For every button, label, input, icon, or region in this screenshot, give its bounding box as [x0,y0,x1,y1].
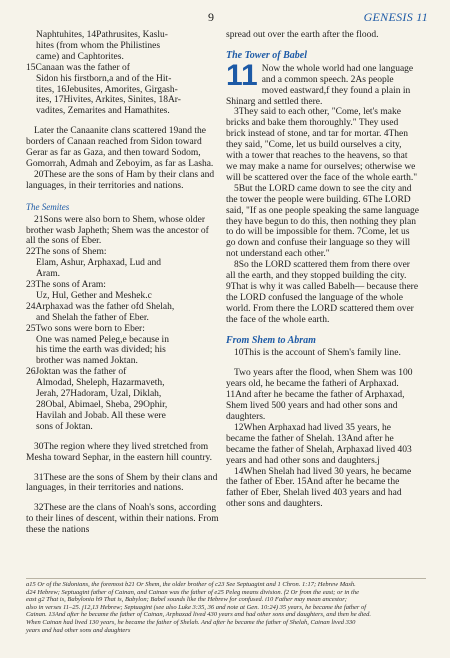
paragraph: 10This is the account of Shem's family line. [234,348,401,359]
verse-line: sons of Joktan. [36,421,93,432]
verse-line: Aram. [36,269,61,280]
verse-line: 26Joktan was the father of [26,367,127,378]
verse-line: Elam, Ashur, Arphaxad, Lud and [36,258,161,269]
verse-line: came) and Caphtorites. [36,51,124,62]
chapter-number: 11 [226,58,258,92]
paragraph: 8So the LORD scattered them from there over all the earth, and they stopped building the city. 9That is why it was called Babelh— because there the LORD confused the language of the whole world. From there the LORD scattered them over the face of the whole earth. [226,260,419,325]
verse-line: brother was named Joktan. [36,356,138,367]
paragraph: 20These are the sons of Ham by their clans and languages, in their territories and nations. [26,169,215,191]
footnote-line: Cainan. 13And after he became the father of Cainan, Arphaxad lived 430 years and had other sons and daughters, and then he died. [26,611,372,619]
verse-line: 23The sons of Aram: [26,280,106,291]
verse-line: Almodad, Sheleph, Hazarmaveth, [36,378,165,389]
left-column [26,30,220,536]
verse-line: vadites, Zemarites and Hamathites. [36,106,170,117]
section-heading: The Tower of Babel [226,49,308,61]
verse-line: tites, 16Jebusites, Amorites, Girgash- [36,84,178,95]
paragraph: 32These are the clans of Noah's sons, according to their lines of descent, within their nations. From these the nations [26,503,219,536]
footnote-line: When Cainan had lived 130 years, he became the father of Shelah. And after he became the father of Shelah, Cainan lived 330 [26,618,356,626]
verse-line: Sidon his firstborn,a and of the Hit- [36,73,172,84]
section-heading: The Semites [26,201,70,212]
verse-line: 25Two sons were born to Eber: [26,323,145,334]
verse-line: hites (from whom the Philistines [36,40,161,51]
verse-line: 24Arphaxad was the father ofd Shelah, [26,301,175,312]
verse-line: and Shelah the father of Eber. [36,312,149,323]
verse-line: 28Obal, Abimael, Sheba, 29Ophir, [36,400,168,410]
footnotes [26,578,426,634]
page-number: 9 [208,10,214,24]
paragraph: 14When Shelah had lived 30 years, he became the father of Eber. 15And after he became the father of Eber, Shelah lived 403 years and had other sons and daughters. [226,466,412,510]
verse-line: ites, 17Hivites, Arkites, Sinites, 18Ar- [36,95,181,106]
right-column [226,30,420,510]
paragraph: spread out over the earth after the flood. [226,30,379,40]
paragraph: 21Sons were also born to Shem, whose older brother wasb Japheth; Shem was the ancestor of all the sons of Eber. [26,214,209,247]
paragraph: Now the whole world had one language and a common speech. 2As people moved eastward,f they found a plain in Shinarg and settled there. [226,63,414,107]
chapter-block [226,58,420,108]
verse-line: Uz, Hul, Gether and Meshek.c [36,290,152,301]
paragraph: 12When Arphaxad had lived 35 years, he became the father of Shelah. 13And after he became the father of Shelah, Arphaxad lived 403 years and had other sons and daughters.j [226,422,412,466]
section-heading: From Shem to Abram [226,334,316,346]
verse-line: 15Canaan was the father of [26,62,130,73]
footnote-line: a15 Or of the Sidonians, the foremost b21 Or Shem, the older brother of c23 See Septuagint and 1 Chron. 1:17; Hebrew Mash. [26,581,356,588]
paragraph: 3They said to each other, "Come, let's make bricks and bake them thoroughly." They used brick instead of stone, and tar for mortar. 4Then they said, "Come, let us build ourselves a city, with a tower that reaches to the heavens, so that we may make a name for ourselves; otherwise we will be scattered over the face of the whole earth." [226,107,418,183]
paragraph: 31These are the sons of Shem by their clans and languages, in their territories and nations. [26,472,218,494]
paragraph: Two years after the flood, when Shem was 100 years old, he became the fatheri of Arphaxad. 11And after he became the father of Arphaxad, Shem lived 500 years and had other sons and daughters. [226,368,413,422]
paragraph: 30The region where they lived stretched from Mesha toward Sephar, in the eastern hill country. [26,441,213,463]
footnote-line: years and had other sons and daughters [26,626,131,634]
verse-line: his time the earth was divided; his [36,345,166,356]
running-head: GENESIS 11 [363,10,428,24]
paragraph: 5But the LORD came down to see the city and the tower the people were building. 6The LORD said, "If as one people speaking the same language they have begun to do this, then nothing they plan to do will be impossible for them. 7Come, let us go down and confuse their language so they will not understand each other." [226,183,420,260]
footnote-line: east g2 That is, Babylonia h9 That is, Babylon; Babel sounds like the Hebrew for confused. i10 Father may mean ancestor; [26,596,347,604]
paragraph: Later the Canaanite clans scattered 19and the borders of Canaan reached from Sidon toward Gerar as far as Gaza, and then toward Sodom, Gomorrah, Admah and Zeboyim, as far as Lasha. [26,126,214,169]
footnote-line: also in verses 11–25. j12,13 Hebrew; Septuagint (see also Luke 3:35, 36 and note at Gen. 10:24) 35 years, he became the father of [26,603,367,611]
verse-line: Jerah, 27Hadoram, Uzal, Diklah, [36,389,162,400]
verse-line: Naphtuhites, 14Pathrusites, Kaslu- [36,30,168,40]
verse-line: One was named Peleg,e because in [36,334,169,345]
footnote-line: d24 Hebrew; Septuagint father of Cainan, and Cainan was the father of e25 Peleg means division. f2 Or from the east; or in the [26,588,359,596]
verse-line: Havilah and Jobab. All these were [36,410,166,421]
verse-line: 22The sons of Shem: [26,247,107,258]
